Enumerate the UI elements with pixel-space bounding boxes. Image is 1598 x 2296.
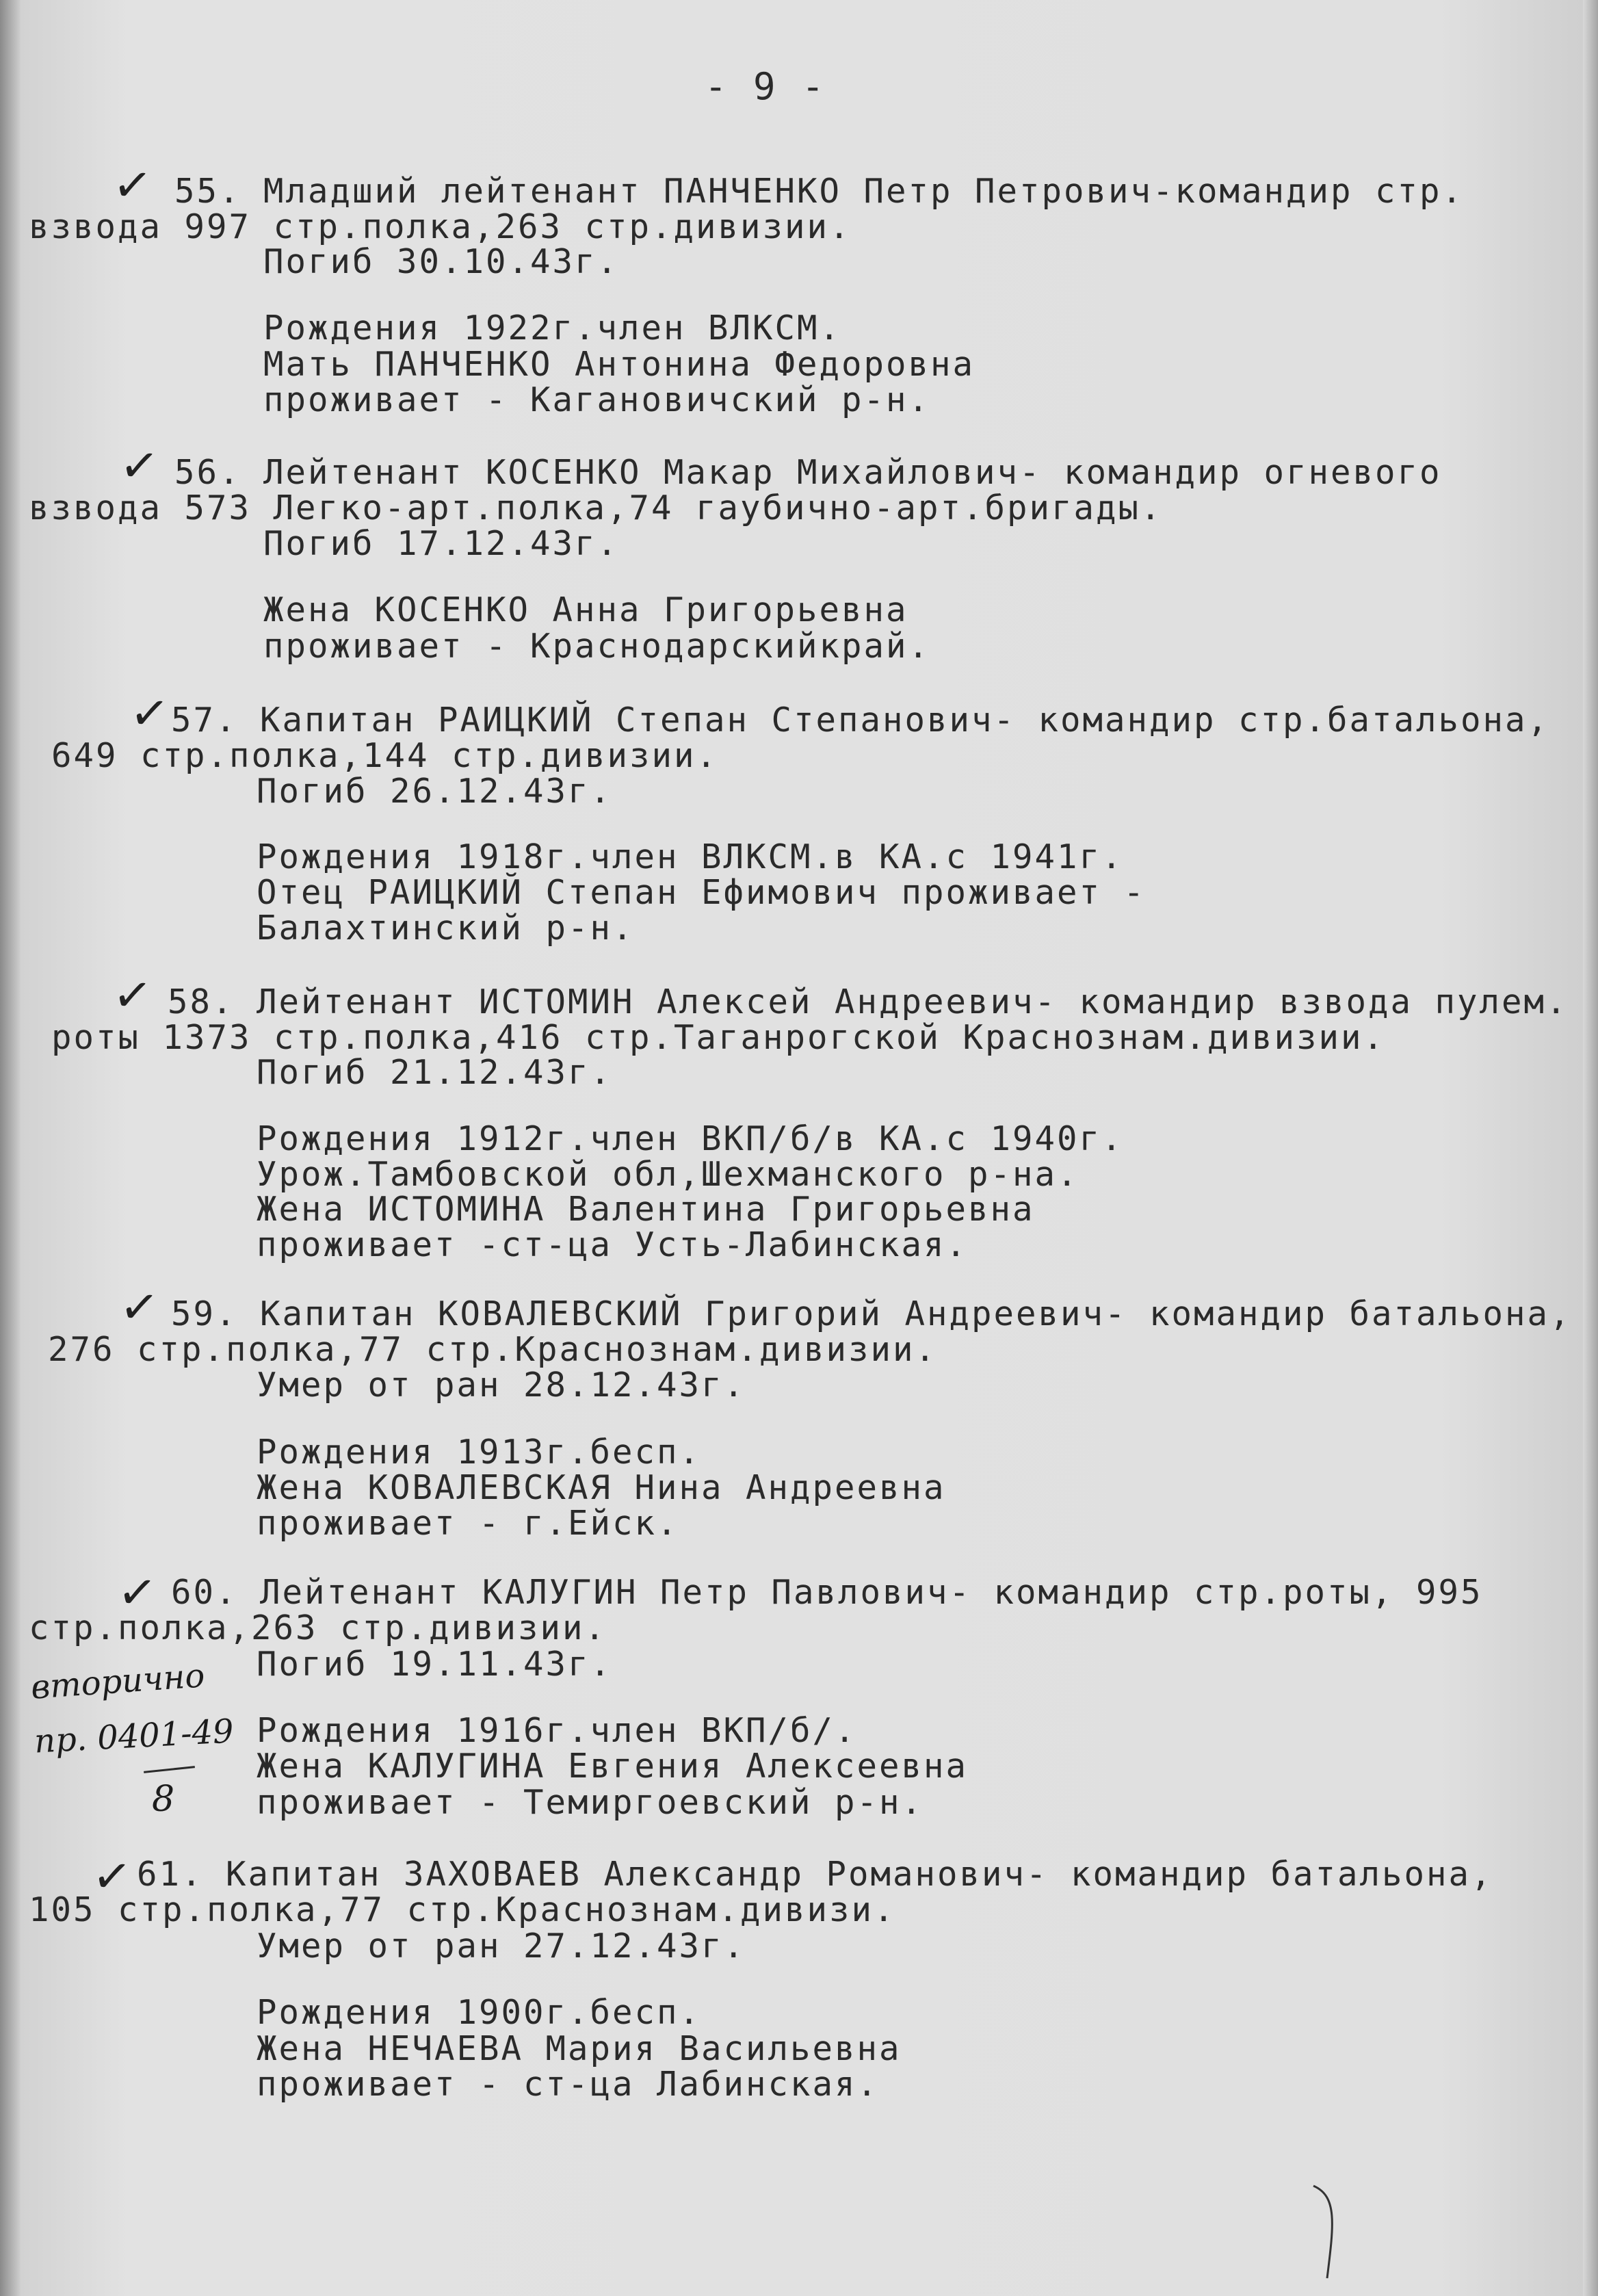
page-left-edge: [0, 0, 21, 2296]
entry-detail-line: Жена НЕЧАЕВА Мария Васильевна: [257, 2029, 902, 2068]
check-mark-icon: ✓: [117, 1279, 162, 1337]
entry-heading: 55. Младший лейтенант ПАНЧЕНКО Петр Петрович-командир стр.: [174, 172, 1465, 211]
entry-unit-line: взвода 573 Легко-арт.полка,74 гаубично-арт.бригады.: [29, 488, 1163, 527]
entry-heading: 61. Капитан ЗАХОВАЕВ Александр Романович- командир батальона,: [137, 1855, 1493, 1894]
entry-detail-line: проживает - ст-ца Лабинская.: [257, 2065, 880, 2104]
margin-note-line: пр. 0401-49: [33, 1712, 235, 1761]
entry-detail-line: Рождения 1912г.член ВКП/б/в КА.с 1940г.: [257, 1119, 1124, 1158]
entry-unit-line: взвода 997 стр.полка,263 стр.дивизии.: [29, 207, 852, 246]
entry-heading: 58. Лейтенант ИСТОМИН Алексей Андреевич- командир взвода пулем.: [168, 982, 1569, 1021]
check-mark-icon: ✓: [117, 437, 162, 495]
entry-detail-line: Рождения 1900г.бесп.: [257, 1993, 702, 2032]
entry-heading: 60. Лейтенант КАЛУГИН Петр Павлович- командир стр.роты, 995: [171, 1573, 1483, 1612]
entry-unit-line: стр.полка,263 стр.дивизии.: [29, 1608, 607, 1647]
entry-detail-line: Рождения 1916г.член ВКП/б/.: [257, 1711, 857, 1750]
entry-detail-line: проживает - Кагановичский р-н.: [263, 380, 931, 419]
entry-unit-line: 276 стр.полка,77 стр.Краснознам.дивизии.: [48, 1330, 938, 1369]
check-mark-icon: ✓: [90, 1848, 135, 1906]
entry-death-line: Погиб 30.10.43г.: [263, 242, 620, 281]
entry-detail-line: Отец РАИЦКИЙ Степан Ефимович проживает -: [257, 873, 1147, 912]
check-mark-icon: ✓: [110, 157, 155, 215]
entry-detail-line: Жена КОВАЛЕВСКАЯ Нина Андреевна: [257, 1468, 946, 1507]
entry-detail-line: проживает - г.Ейск.: [257, 1504, 679, 1543]
entry-detail-line: Мать ПАНЧЕНКО Антонина Федоровна: [263, 345, 975, 384]
entry-heading: 56. Лейтенант КОСЕНКО Макар Михайлович- командир огневого: [174, 453, 1442, 492]
entry-death-line: Погиб 17.12.43г.: [263, 524, 620, 563]
margin-note-line: вторично: [29, 1656, 207, 1707]
entry-death-line: Погиб 21.12.43г.: [257, 1053, 613, 1092]
entry-unit-line: роты 1373 стр.полка,416 стр.Таганрогской Краснознам.дивизии.: [51, 1018, 1386, 1057]
entry-detail-line: Рождения 1918г.член ВЛКСМ.в КА.с 1941г.: [257, 837, 1124, 876]
entry-detail-line: Рождения 1913г.бесп.: [257, 1433, 702, 1472]
entry-detail-line: проживает - Темиргоевский р-н.: [257, 1783, 924, 1822]
page-right-edge: [1583, 0, 1598, 2296]
entry-death-line: Погиб 19.11.43г.: [257, 1645, 613, 1684]
entry-detail-line: проживает - Краснодарскийкрай.: [263, 627, 931, 666]
entry-detail-line: Рождения 1922г.член ВЛКСМ.: [263, 309, 842, 348]
entry-detail-line: Балахтинский р-н.: [257, 909, 635, 948]
entry-death-line: Умер от ран 28.12.43г.: [257, 1366, 746, 1405]
margin-note-line: 8: [152, 1779, 175, 1820]
entry-unit-line: 105 стр.полка,77 стр.Краснознам.дивизи.: [29, 1890, 896, 1929]
entry-heading: 59. Капитан КОВАЛЕВСКИЙ Григорий Андреевич- командир батальона,: [171, 1294, 1572, 1333]
entry-detail-line: Урож.Тамбовской обл,Шехманского р-на.: [257, 1155, 1079, 1194]
entry-unit-line: 649 стр.полка,144 стр.дивизии.: [51, 736, 719, 775]
pen-stroke-mark: [1307, 2182, 1348, 2285]
check-mark-icon: ✓: [115, 1564, 160, 1622]
check-mark-icon: ✓: [110, 967, 155, 1025]
entry-detail-line: проживает -ст-ца Усть-Лабинская.: [257, 1225, 969, 1264]
entry-detail-line: Жена КОСЕНКО Анна Григорьевна: [263, 590, 908, 629]
page-number: - 9 -: [705, 65, 826, 108]
entry-death-line: Погиб 26.12.43г.: [257, 772, 613, 811]
entry-detail-line: Жена КАЛУГИНА Евгения Алексеевна: [257, 1747, 969, 1786]
entry-heading: 57. Капитан РАИЦКИЙ Степан Степанович- командир стр.батальона,: [171, 701, 1550, 740]
entry-death-line: Умер от ран 27.12.43г.: [257, 1927, 746, 1966]
check-mark-icon: ✓: [127, 685, 172, 743]
entry-detail-line: Жена ИСТОМИНА Валентина Григорьевна: [257, 1190, 1035, 1229]
margin-note-divider: [144, 1766, 195, 1773]
